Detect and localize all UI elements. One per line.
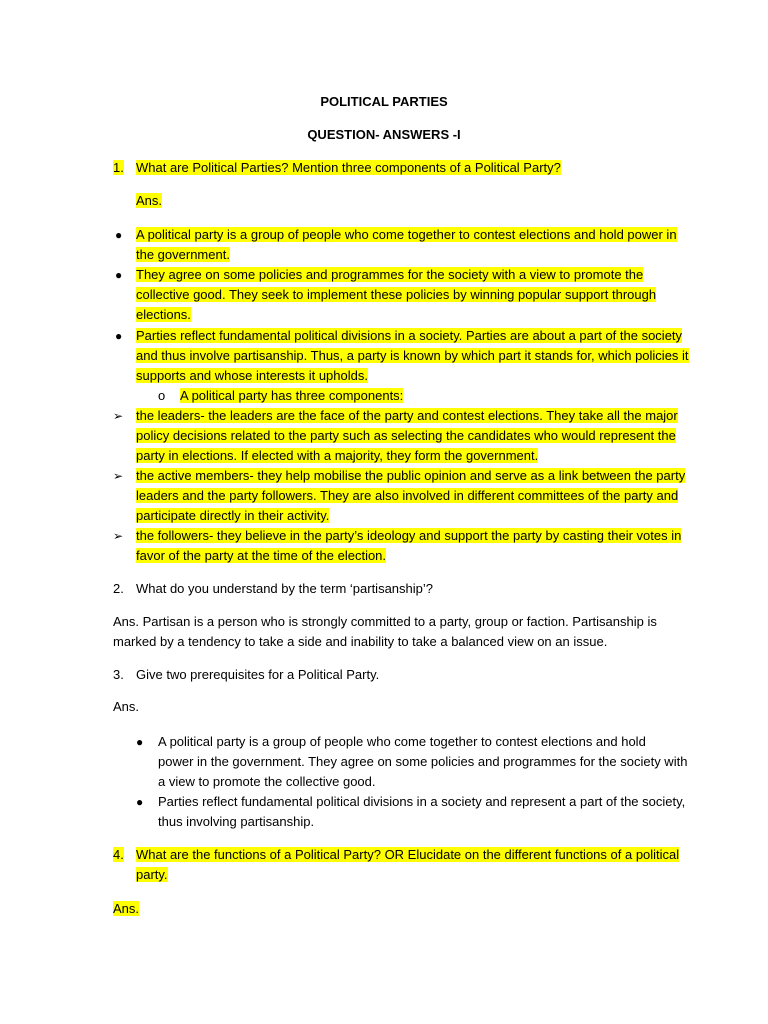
document-subtitle: QUESTION- ANSWERS -I <box>307 127 461 142</box>
q1-component-2-line-3: participate directly in their activity. <box>136 508 330 523</box>
arrow-bullet-icon: ➢ <box>113 409 124 423</box>
q4-ans-label: Ans. <box>113 901 140 916</box>
q2-answer-line-1: Ans. Partisan is a person who is strongly committed to a party, group or faction. Partisanship is <box>113 614 657 629</box>
bullet-icon: ● <box>115 329 123 343</box>
q3-question: Give two prerequisites for a Political Party. <box>136 667 380 682</box>
q1-bullet-3-line-3: supports and whose interests it upholds. <box>136 368 368 383</box>
q3-bullet-1-line-1: A political party is a group of people who come together to contest elections and hold <box>158 734 646 749</box>
document-title: POLITICAL PARTIES <box>320 94 448 109</box>
q2-answer-line-2: marked by a tendency to take a side and inability to take a balanced view on an issue. <box>113 634 608 649</box>
arrow-bullet-icon: ➢ <box>113 469 124 483</box>
q1-component-1-line-1: the leaders- the leaders are the face of the party and contest elections. They take all the major <box>136 408 678 423</box>
q1-component-2-line-1: the active members- they help mobilise the public opinion and serve as a link between the party <box>136 468 686 483</box>
circle-bullet-icon: o <box>158 388 166 403</box>
bullet-icon: ● <box>136 735 144 749</box>
q1-components-intro: A political party has three components: <box>180 388 404 403</box>
q1-bullet-1-line-1: A political party is a group of people who come together to contest elections and hold power in <box>136 227 677 242</box>
q1-component-3-line-1: the followers- they believe in the party’s ideology and support the party by casting their votes in <box>136 528 682 543</box>
q1-component-3-line-2: favor of the party at the time of the election. <box>136 548 387 563</box>
q3-bullet-2-line-1: Parties reflect fundamental political divisions in a society and represent a part of the society, <box>158 794 686 809</box>
q2-question: What do you understand by the term ‘partisanship’? <box>136 581 434 596</box>
arrow-bullet-icon: ➢ <box>113 529 124 543</box>
q3-bullet-1-line-2: power in the government. They agree on some policies and programmes for the society with <box>158 754 688 769</box>
q1-bullet-3-line-1: Parties reflect fundamental political divisions in a society. Parties are about a part of the society <box>136 328 683 343</box>
q4-question-line-2: party. <box>136 867 168 882</box>
q1-component-1-line-3: party in elections. If elected with a majority, they form the government. <box>136 448 539 463</box>
q1-bullet-2-line-1: They agree on some policies and programmes for the society with a view to promote the <box>136 267 644 282</box>
q3-bullet-1-line-3: a view to promote the collective good. <box>158 774 376 789</box>
q3-bullet-2-line-2: thus involving partisanship. <box>158 814 315 829</box>
q3-number: 3. <box>113 667 124 682</box>
q1-component-1-line-2: policy decisions related to the party such as selecting the candidates who would represent the <box>136 428 676 443</box>
q1-bullet-2-line-2: collective good. They seek to implement these policies by winning popular support through <box>136 287 657 302</box>
q3-ans-label: Ans. <box>113 699 140 714</box>
q1-bullet-3-line-2: and thus involve partisanship. Thus, a party is known by which part it stands for, which policies it <box>136 348 689 363</box>
q1-component-2-line-2: leaders and the party followers. They are also involved in different committees of the party and <box>136 488 679 503</box>
q1-bullet-2-line-3: elections. <box>136 307 191 322</box>
q1-number: 1. <box>113 160 124 175</box>
q1-question: What are Political Parties? Mention three components of a Political Party? <box>136 160 561 175</box>
bullet-icon: ● <box>115 228 123 242</box>
q4-number: 4. <box>113 847 124 862</box>
q4-question-line-1: What are the functions of a Political Party? OR Elucidate on the different functions of a political <box>136 847 680 862</box>
q1-bullet-1-line-2: the government. <box>136 247 230 262</box>
bullet-icon: ● <box>136 795 144 809</box>
bullet-icon: ● <box>115 268 123 282</box>
q1-ans-label: Ans. <box>136 193 163 208</box>
q2-number: 2. <box>113 581 124 596</box>
